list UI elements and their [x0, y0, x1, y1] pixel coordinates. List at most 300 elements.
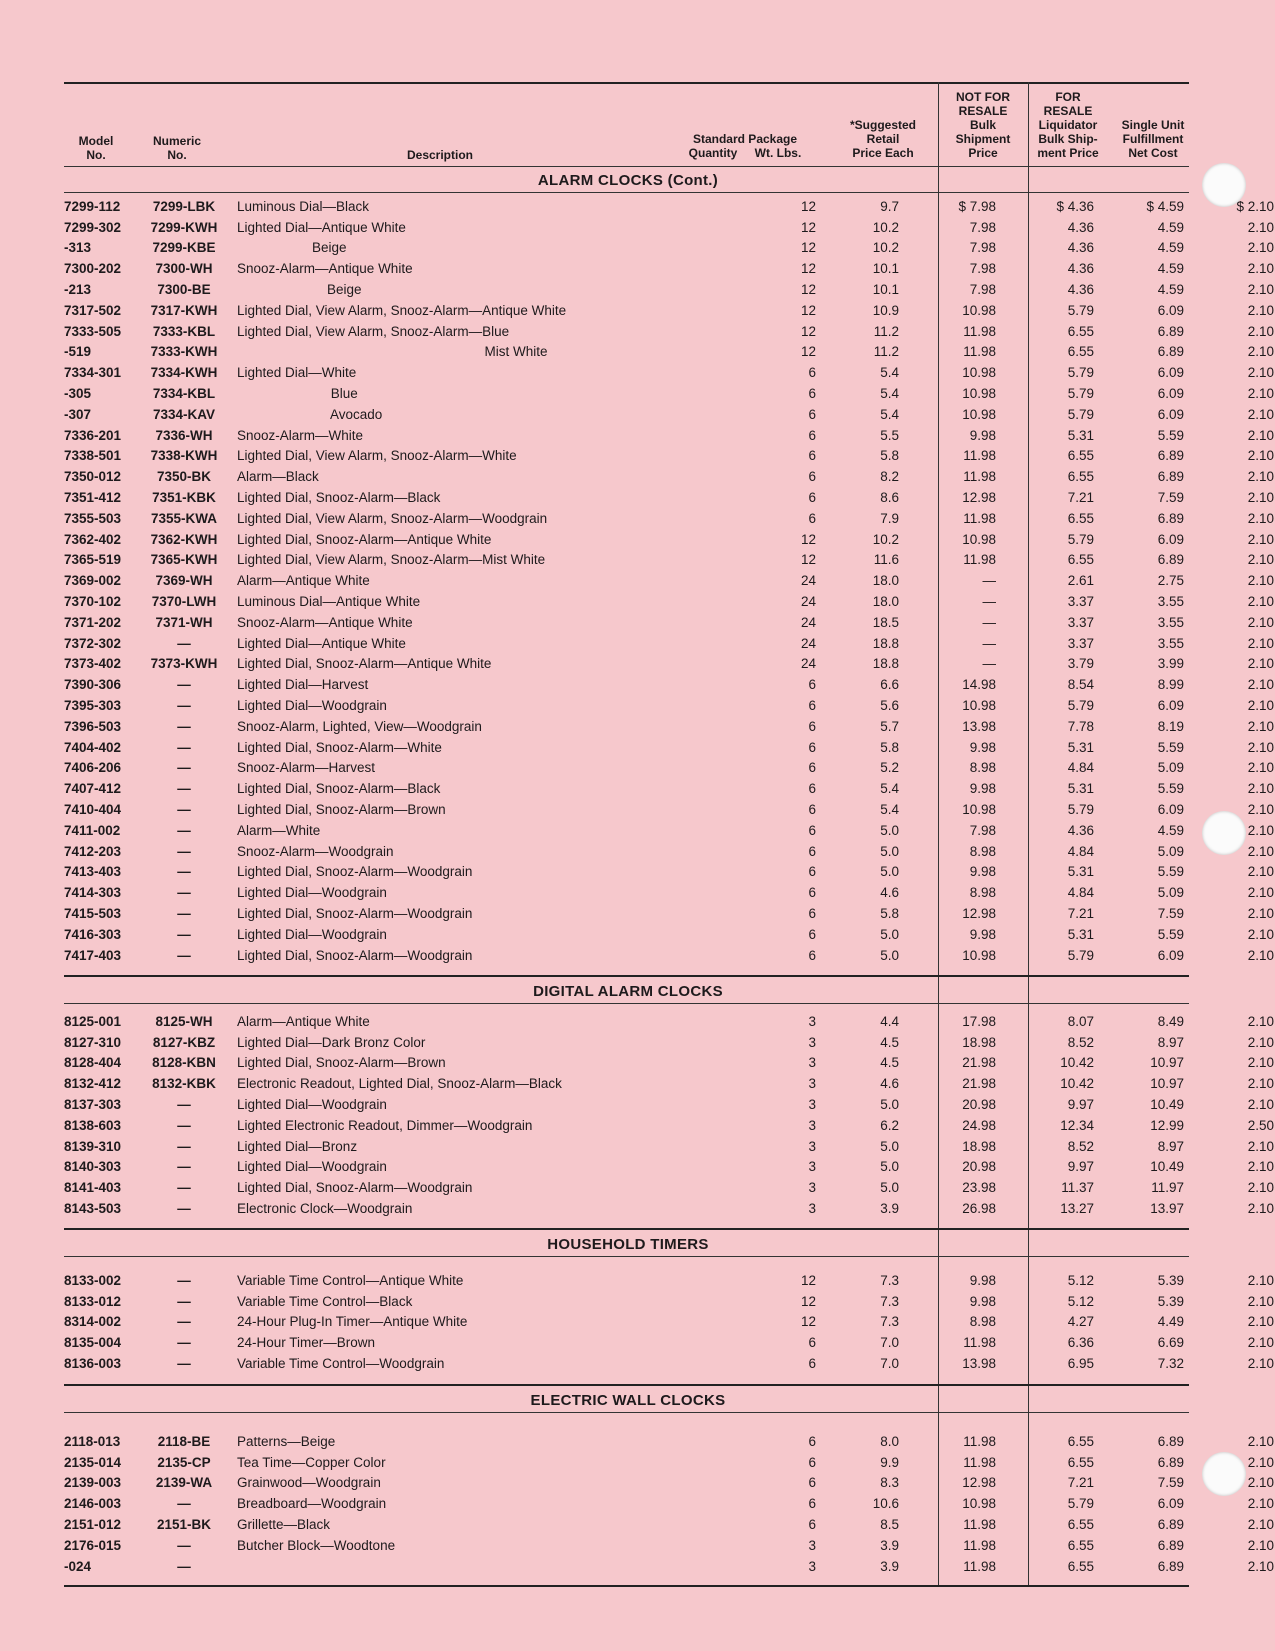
cell-weight: 18.8 — [872, 656, 899, 672]
cell-bulk-price: 5.12 — [1067, 1293, 1094, 1309]
cell-quantity: 24 — [800, 614, 816, 630]
cell-liquidator-price: 4.59 — [1157, 282, 1184, 298]
cell-model-no: 7417-403 — [64, 947, 122, 963]
cell-bulk-price: 9.97 — [1067, 1097, 1094, 1113]
cell-weight: 8.0 — [880, 1433, 899, 1449]
cell-retail-price: 17.98 — [962, 1013, 996, 1029]
header-rule — [64, 166, 1189, 167]
cell-bulk-price: 5.79 — [1067, 698, 1094, 714]
cell-quantity: 3 — [808, 1117, 816, 1133]
cell-numeric-no: — — [177, 1496, 191, 1512]
cell-quantity: 6 — [808, 1335, 816, 1351]
cell-retail-price: 8.98 — [969, 885, 996, 901]
cell-numeric-no: — — [177, 760, 191, 776]
table-row — [64, 362, 1274, 383]
cell-weight: 5.0 — [880, 843, 899, 859]
cell-fulfillment-cost: 2.10 — [1247, 1475, 1274, 1491]
cell-bulk-price: 6.55 — [1067, 552, 1094, 568]
cell-model-no: 8128-404 — [64, 1055, 122, 1071]
cell-description: Breadboard—Woodgrain — [237, 1496, 387, 1512]
cell-retail-price: 10.98 — [962, 531, 996, 547]
price-table — [64, 196, 1274, 965]
table-row — [64, 1032, 1274, 1053]
cell-liquidator-price: 6.89 — [1157, 1537, 1184, 1553]
cell-bulk-price: 5.79 — [1067, 1496, 1094, 1512]
cell-retail-price: 8.98 — [969, 843, 996, 859]
cell-retail-price: 8.98 — [969, 760, 996, 776]
cell-liquidator-price: 6.89 — [1157, 1454, 1184, 1470]
cell-retail-price: 9.98 — [969, 739, 996, 755]
cell-liquidator-price: 5.59 — [1157, 427, 1184, 443]
cell-liquidator-price: 6.09 — [1157, 531, 1184, 547]
cell-retail-price: 12.98 — [962, 1475, 996, 1491]
cell-model-no: 2135-014 — [64, 1454, 122, 1470]
cell-bulk-price: 3.79 — [1067, 656, 1094, 672]
table-row — [64, 570, 1274, 591]
cell-bulk-price: 7.21 — [1067, 490, 1094, 506]
binder-hole-bottom — [1202, 1452, 1246, 1496]
cell-retail-price: 9.98 — [969, 926, 996, 942]
header-bulk-price: NOT FOR RESALE Bulk Shipment Price — [955, 90, 1011, 160]
cell-quantity: 3 — [808, 1180, 816, 1196]
cell-liquidator-price: 6.89 — [1157, 344, 1184, 360]
cell-model-no: 7317-502 — [64, 302, 122, 318]
cell-fulfillment-cost: 2.10 — [1247, 1180, 1274, 1196]
table-row — [64, 258, 1274, 279]
cell-model-no: 8125-001 — [64, 1013, 122, 1029]
table-row — [64, 1094, 1274, 1115]
cell-quantity: 12 — [800, 552, 816, 568]
cell-bulk-price: 4.36 — [1067, 261, 1094, 277]
cell-weight: 10.6 — [872, 1496, 899, 1512]
cell-retail-price: 21.98 — [962, 1055, 996, 1071]
cell-model-no: 8137-303 — [64, 1097, 122, 1113]
cell-model-no: 2139-003 — [64, 1475, 122, 1491]
cell-description: Lighted Dial—Dark Bronz Color — [237, 1034, 426, 1050]
cell-numeric-no: — — [177, 1356, 191, 1372]
cell-description: Alarm—Antique White — [237, 573, 370, 589]
table-row — [64, 1431, 1274, 1452]
cell-model-no: 7373-402 — [64, 656, 122, 672]
cell-fulfillment-cost: 2.10 — [1247, 219, 1274, 235]
cell-liquidator-price: 10.49 — [1150, 1097, 1184, 1113]
cell-weight: 4.5 — [880, 1034, 899, 1050]
cell-model-no: 7412-203 — [64, 843, 122, 859]
cell-liquidator-price: 6.89 — [1157, 1517, 1184, 1533]
cell-retail-price: 11.98 — [963, 344, 996, 360]
cell-bulk-price: 5.31 — [1067, 739, 1094, 755]
cell-weight: 3.9 — [880, 1558, 899, 1574]
cell-quantity: 24 — [800, 594, 816, 610]
cell-fulfillment-cost: 2.10 — [1247, 594, 1274, 610]
cell-quantity: 6 — [808, 386, 816, 402]
cell-numeric-no: — — [177, 1335, 191, 1351]
cell-quantity: 6 — [808, 365, 816, 381]
cell-liquidator-price: 3.99 — [1157, 656, 1184, 672]
cell-liquidator-price: 5.39 — [1157, 1293, 1184, 1309]
cell-bulk-price: 5.31 — [1067, 427, 1094, 443]
cell-retail-price: 20.98 — [962, 1097, 996, 1113]
cell-numeric-no: — — [177, 739, 191, 755]
cell-description: Variable Time Control—Woodgrain — [237, 1356, 445, 1372]
table-row — [64, 1493, 1274, 1514]
table-row — [64, 862, 1274, 883]
cell-bulk-price: 8.52 — [1067, 1034, 1094, 1050]
section-title-rule — [64, 1412, 1189, 1413]
cell-liquidator-price: 10.97 — [1150, 1076, 1184, 1092]
cell-numeric-no: 8125-WH — [155, 1013, 213, 1029]
cell-model-no: 8133-012 — [64, 1293, 122, 1309]
cell-bulk-price: 2.61 — [1067, 573, 1094, 589]
cell-description: Luminous Dial—Antique White — [237, 594, 421, 610]
top-rule — [64, 82, 1189, 84]
cell-liquidator-price: 6.89 — [1157, 448, 1184, 464]
cell-description: Lighted Dial—Woodgrain — [237, 698, 387, 714]
cell-numeric-no: — — [177, 926, 191, 942]
cell-liquidator-price: 6.89 — [1157, 323, 1184, 339]
cell-quantity: 12 — [800, 531, 816, 547]
cell-description: Snooz-Alarm—Antique White — [237, 614, 413, 630]
cell-fulfillment-cost: 2.10 — [1247, 1314, 1274, 1330]
cell-model-no: -307 — [64, 406, 92, 422]
cell-weight: 10.1 — [872, 282, 899, 298]
cell-retail-price: 7.98 — [969, 822, 996, 838]
cell-model-no: 7369-002 — [64, 573, 122, 589]
table-row — [64, 1157, 1274, 1178]
cell-fulfillment-cost: 2.10 — [1247, 760, 1274, 776]
cell-fulfillment-cost: $ 2.10 — [1236, 198, 1274, 214]
table-row — [64, 674, 1274, 695]
table-row — [64, 1514, 1274, 1535]
cell-weight: 9.7 — [880, 198, 899, 214]
table-row — [64, 612, 1274, 633]
cell-liquidator-price: 6.89 — [1157, 552, 1184, 568]
cell-fulfillment-cost: 2.10 — [1247, 469, 1274, 485]
cell-description: Grainwood—Woodgrain — [237, 1475, 381, 1491]
cell-quantity: 6 — [808, 781, 816, 797]
cell-quantity: 6 — [808, 677, 816, 693]
header-weight: Wt. Lbs. — [754, 146, 802, 160]
cell-fulfillment-cost: 2.10 — [1247, 510, 1274, 526]
cell-retail-price: 11.98 — [963, 323, 996, 339]
cell-model-no: 7351-412 — [64, 490, 122, 506]
cell-bulk-price: 10.42 — [1060, 1055, 1094, 1071]
cell-retail-price: 7.98 — [969, 240, 996, 256]
cell-retail-price: 10.98 — [962, 365, 996, 381]
cell-liquidator-price: 6.09 — [1157, 406, 1184, 422]
section-rule — [64, 975, 1189, 977]
cell-bulk-price: 5.79 — [1067, 531, 1094, 547]
cell-weight: 18.0 — [872, 573, 899, 589]
cell-description: Snooz-Alarm—Harvest — [237, 760, 376, 776]
binder-hole-top — [1202, 163, 1246, 207]
table-row — [64, 924, 1274, 945]
cell-fulfillment-cost: 2.10 — [1247, 448, 1274, 464]
cell-numeric-no: 7355-KWA — [150, 510, 218, 526]
cell-fulfillment-cost: 2.10 — [1247, 531, 1274, 547]
table-row — [64, 321, 1274, 342]
cell-liquidator-price: 8.49 — [1157, 1013, 1184, 1029]
cell-model-no: 8139-310 — [64, 1138, 122, 1154]
cell-model-no: 7390-306 — [64, 677, 122, 693]
cell-quantity: 6 — [808, 469, 816, 485]
cell-liquidator-price: 4.59 — [1157, 261, 1184, 277]
cell-description: Beige — [237, 282, 362, 298]
cell-bulk-price: 6.55 — [1067, 1558, 1094, 1574]
cell-quantity: 6 — [808, 698, 816, 714]
cell-quantity: 6 — [808, 1475, 816, 1491]
cell-weight: 5.8 — [880, 905, 899, 921]
cell-quantity: 6 — [808, 1433, 816, 1449]
cell-description: Lighted Dial—Woodgrain — [237, 926, 387, 942]
bottom-rule — [64, 1585, 1189, 1587]
cell-quantity: 3 — [808, 1076, 816, 1092]
cell-model-no: 7365-519 — [64, 552, 122, 568]
cell-bulk-price: 11.37 — [1061, 1180, 1094, 1196]
table-row — [64, 487, 1274, 508]
cell-retail-price: 10.98 — [962, 1496, 996, 1512]
cell-weight: 10.2 — [872, 219, 899, 235]
cell-fulfillment-cost: 2.10 — [1247, 1433, 1274, 1449]
cell-model-no: 8143-503 — [64, 1201, 122, 1217]
cell-fulfillment-cost: 2.10 — [1247, 1517, 1274, 1533]
cell-bulk-price: 5.79 — [1067, 386, 1094, 402]
cell-description: Lighted Dial—Woodgrain — [237, 1097, 387, 1113]
cell-quantity: 3 — [808, 1034, 816, 1050]
cell-description: Lighted Dial—Harvest — [237, 677, 369, 693]
cell-liquidator-price: 6.09 — [1157, 365, 1184, 381]
cell-bulk-price: 4.84 — [1067, 760, 1094, 776]
section-rule — [64, 1384, 1189, 1386]
cell-numeric-no: 8132-KBK — [152, 1076, 216, 1092]
table-row — [64, 758, 1274, 779]
cell-weight: 3.9 — [880, 1201, 899, 1217]
table-row — [64, 695, 1274, 716]
cell-weight: 5.4 — [880, 365, 899, 381]
cell-numeric-no: — — [177, 1097, 191, 1113]
cell-bulk-price: 6.55 — [1067, 1537, 1094, 1553]
cell-fulfillment-cost: 2.10 — [1247, 406, 1274, 422]
cell-liquidator-price: 5.09 — [1157, 760, 1184, 776]
cell-description: Lighted Dial, Snooz-Alarm—Black — [237, 490, 441, 506]
cell-quantity: 6 — [808, 739, 816, 755]
cell-model-no: 7350-012 — [64, 469, 122, 485]
cell-description: Alarm—Antique White — [237, 1013, 370, 1029]
cell-quantity: 6 — [808, 427, 816, 443]
cell-description: 24-Hour Timer—Brown — [237, 1335, 376, 1351]
cell-fulfillment-cost: 2.10 — [1247, 1097, 1274, 1113]
cell-numeric-no: 7351-KBK — [152, 490, 216, 506]
cell-retail-price: — — [982, 656, 996, 672]
cell-description: Snooz-Alarm—Antique White — [237, 261, 413, 277]
cell-weight: 10.9 — [872, 302, 899, 318]
cell-fulfillment-cost: 2.10 — [1247, 1272, 1274, 1288]
cell-liquidator-price: 6.09 — [1157, 802, 1184, 817]
cell-bulk-price: 5.79 — [1067, 802, 1094, 817]
cell-description: 24-Hour Plug-In Timer—Antique White — [237, 1314, 468, 1330]
cell-retail-price: 10.98 — [962, 386, 996, 402]
cell-liquidator-price: 11.97 — [1151, 1180, 1184, 1196]
cell-model-no: 7299-112 — [64, 198, 121, 214]
cell-weight: 5.0 — [880, 1159, 899, 1175]
cell-retail-price: 9.98 — [969, 864, 996, 880]
cell-description: Variable Time Control—Black — [237, 1293, 413, 1309]
cell-bulk-price: 5.12 — [1067, 1272, 1094, 1288]
cell-description: Mist White — [237, 344, 548, 360]
cell-quantity: 6 — [808, 1496, 816, 1512]
cell-bulk-price: 3.37 — [1067, 594, 1094, 610]
cell-fulfillment-cost: 2.10 — [1247, 1013, 1274, 1029]
cell-numeric-no: 7369-WH — [155, 573, 213, 589]
cell-liquidator-price: 6.09 — [1157, 947, 1184, 963]
cell-model-no: 7404-402 — [64, 739, 122, 755]
cell-quantity: 24 — [800, 573, 816, 589]
cell-liquidator-price: 7.59 — [1157, 490, 1184, 506]
cell-retail-price: 18.98 — [962, 1034, 996, 1050]
cell-bulk-price: 4.36 — [1067, 219, 1094, 235]
cell-quantity: 3 — [808, 1201, 816, 1217]
cell-fulfillment-cost: 2.10 — [1247, 302, 1274, 318]
cell-model-no: 7410-404 — [64, 802, 122, 817]
cell-description: Lighted Dial—Antique White — [237, 219, 406, 235]
cell-numeric-no: 2118-BE — [157, 1433, 211, 1449]
cell-numeric-no: — — [177, 1537, 191, 1553]
cell-liquidator-price: 6.89 — [1157, 510, 1184, 526]
cell-numeric-no: 7370-LWH — [151, 594, 217, 610]
cell-quantity: 12 — [800, 261, 816, 277]
cell-quantity: 3 — [808, 1138, 816, 1154]
cell-model-no: 8127-310 — [64, 1034, 122, 1050]
cell-fulfillment-cost: 2.10 — [1247, 1293, 1274, 1309]
cell-numeric-no: — — [177, 822, 191, 838]
cell-retail-price: — — [982, 614, 996, 630]
cell-fulfillment-cost: 2.10 — [1247, 1034, 1274, 1050]
cell-weight: 8.6 — [880, 490, 899, 506]
cell-model-no: -305 — [64, 386, 92, 402]
cell-fulfillment-cost: 2.10 — [1247, 1335, 1274, 1351]
cell-weight: 5.4 — [880, 802, 899, 817]
cell-description: Snooz-Alarm—White — [237, 427, 364, 443]
cell-bulk-price: 6.55 — [1067, 323, 1094, 339]
cell-liquidator-price: 12.99 — [1150, 1117, 1184, 1133]
section-title-rule — [64, 1256, 1189, 1257]
cell-weight: 18.8 — [872, 635, 899, 651]
cell-retail-price: 8.98 — [969, 1314, 996, 1330]
cell-retail-price: 11.98 — [963, 552, 996, 568]
section-title-rule — [64, 192, 1189, 193]
cell-weight: 5.0 — [880, 926, 899, 942]
table-row — [64, 1177, 1274, 1198]
cell-fulfillment-cost: 2.10 — [1247, 822, 1274, 838]
cell-numeric-no: — — [177, 1159, 191, 1175]
cell-liquidator-price: 5.59 — [1157, 739, 1184, 755]
cell-quantity: 12 — [800, 1272, 816, 1288]
cell-fulfillment-cost: 2.10 — [1247, 677, 1274, 693]
cell-quantity: 12 — [800, 198, 816, 214]
price-table — [64, 1011, 1274, 1219]
table-row — [64, 1556, 1274, 1577]
cell-retail-price: 23.98 — [962, 1180, 996, 1196]
cell-description: Lighted Dial, Snooz-Alarm—Woodgrain — [237, 905, 473, 921]
cell-bulk-price: 6.55 — [1067, 510, 1094, 526]
cell-liquidator-price: 3.55 — [1157, 594, 1184, 610]
cell-quantity: 6 — [808, 802, 816, 817]
cell-liquidator-price: 8.97 — [1157, 1138, 1184, 1154]
cell-weight: 8.5 — [880, 1517, 899, 1533]
cell-bulk-price: 5.31 — [1067, 926, 1094, 942]
cell-retail-price: 11.98 — [963, 448, 996, 464]
cell-quantity: 3 — [808, 1097, 816, 1113]
cell-quantity: 6 — [808, 885, 816, 901]
cell-retail-price: 7.98 — [969, 261, 996, 277]
cell-weight: 7.0 — [880, 1356, 899, 1372]
cell-liquidator-price: 5.59 — [1157, 864, 1184, 880]
cell-numeric-no: 8127-KBZ — [152, 1034, 216, 1050]
cell-numeric-no: 7338-KWH — [150, 448, 218, 464]
cell-numeric-no: — — [177, 843, 191, 859]
cell-model-no: 7407-412 — [64, 781, 122, 797]
cell-model-no: 7333-505 — [64, 323, 122, 339]
cell-model-no: 7395-303 — [64, 698, 122, 714]
table-row — [64, 1332, 1274, 1353]
cell-retail-price: 13.98 — [962, 718, 996, 734]
cell-fulfillment-cost: 2.10 — [1247, 614, 1274, 630]
cell-description — [234, 1556, 752, 1577]
cell-bulk-price: 8.52 — [1067, 1138, 1094, 1154]
cell-fulfillment-cost: 2.10 — [1247, 1138, 1274, 1154]
cell-description: Lighted Dial—Woodgrain — [237, 885, 387, 901]
header-suggested-retail: *Suggested Retail Price Each — [849, 118, 916, 160]
cell-numeric-no: — — [177, 1314, 191, 1330]
cell-description: Grillette—Black — [237, 1517, 331, 1533]
cell-weight: 10.1 — [872, 261, 899, 277]
cell-retail-price: 21.98 — [962, 1076, 996, 1092]
cell-weight: 5.7 — [880, 718, 899, 734]
header-numeric-no: Numeric No. — [152, 134, 202, 162]
cell-numeric-no: 7371-WH — [155, 614, 213, 630]
cell-description: Beige — [237, 240, 347, 256]
cell-liquidator-price: 3.55 — [1157, 614, 1184, 630]
table-row — [64, 279, 1274, 300]
cell-fulfillment-cost: 2.10 — [1247, 1076, 1274, 1092]
header-description: Description — [406, 148, 473, 162]
cell-numeric-no: 8128-KBN — [152, 1055, 216, 1071]
cell-weight: 18.0 — [872, 594, 899, 610]
cell-retail-price: 24.98 — [962, 1117, 996, 1133]
cell-description: Avocado — [237, 406, 383, 422]
cell-quantity: 24 — [800, 656, 816, 672]
cell-model-no: 8132-412 — [64, 1076, 122, 1092]
table-row — [64, 1198, 1274, 1219]
cell-numeric-no: 7334-KAV — [152, 406, 216, 422]
cell-liquidator-price: 7.59 — [1157, 1475, 1184, 1491]
cell-description: Lighted Dial, View Alarm, Snooz-Alarm—Antique White — [237, 302, 567, 318]
table-row — [64, 716, 1274, 737]
cell-numeric-no: — — [177, 1138, 191, 1154]
cell-liquidator-price: 13.97 — [1150, 1201, 1184, 1217]
cell-liquidator-price: $ 4.59 — [1146, 198, 1184, 214]
header-liquidator-price: FOR RESALE Liquidator Bulk Ship- ment Price — [1037, 90, 1099, 160]
cell-retail-price: 10.98 — [962, 302, 996, 318]
cell-description: Snooz-Alarm—Woodgrain — [237, 843, 394, 859]
cell-weight: 5.5 — [880, 427, 899, 443]
cell-model-no: 7416-303 — [64, 926, 122, 942]
cell-description: Lighted Dial—Woodgrain — [237, 1159, 387, 1175]
cell-weight: 5.2 — [880, 760, 899, 776]
cell-model-no: 8138-603 — [64, 1117, 122, 1133]
cell-liquidator-price: 8.19 — [1157, 718, 1184, 734]
cell-numeric-no: 7336-WH — [155, 427, 213, 443]
